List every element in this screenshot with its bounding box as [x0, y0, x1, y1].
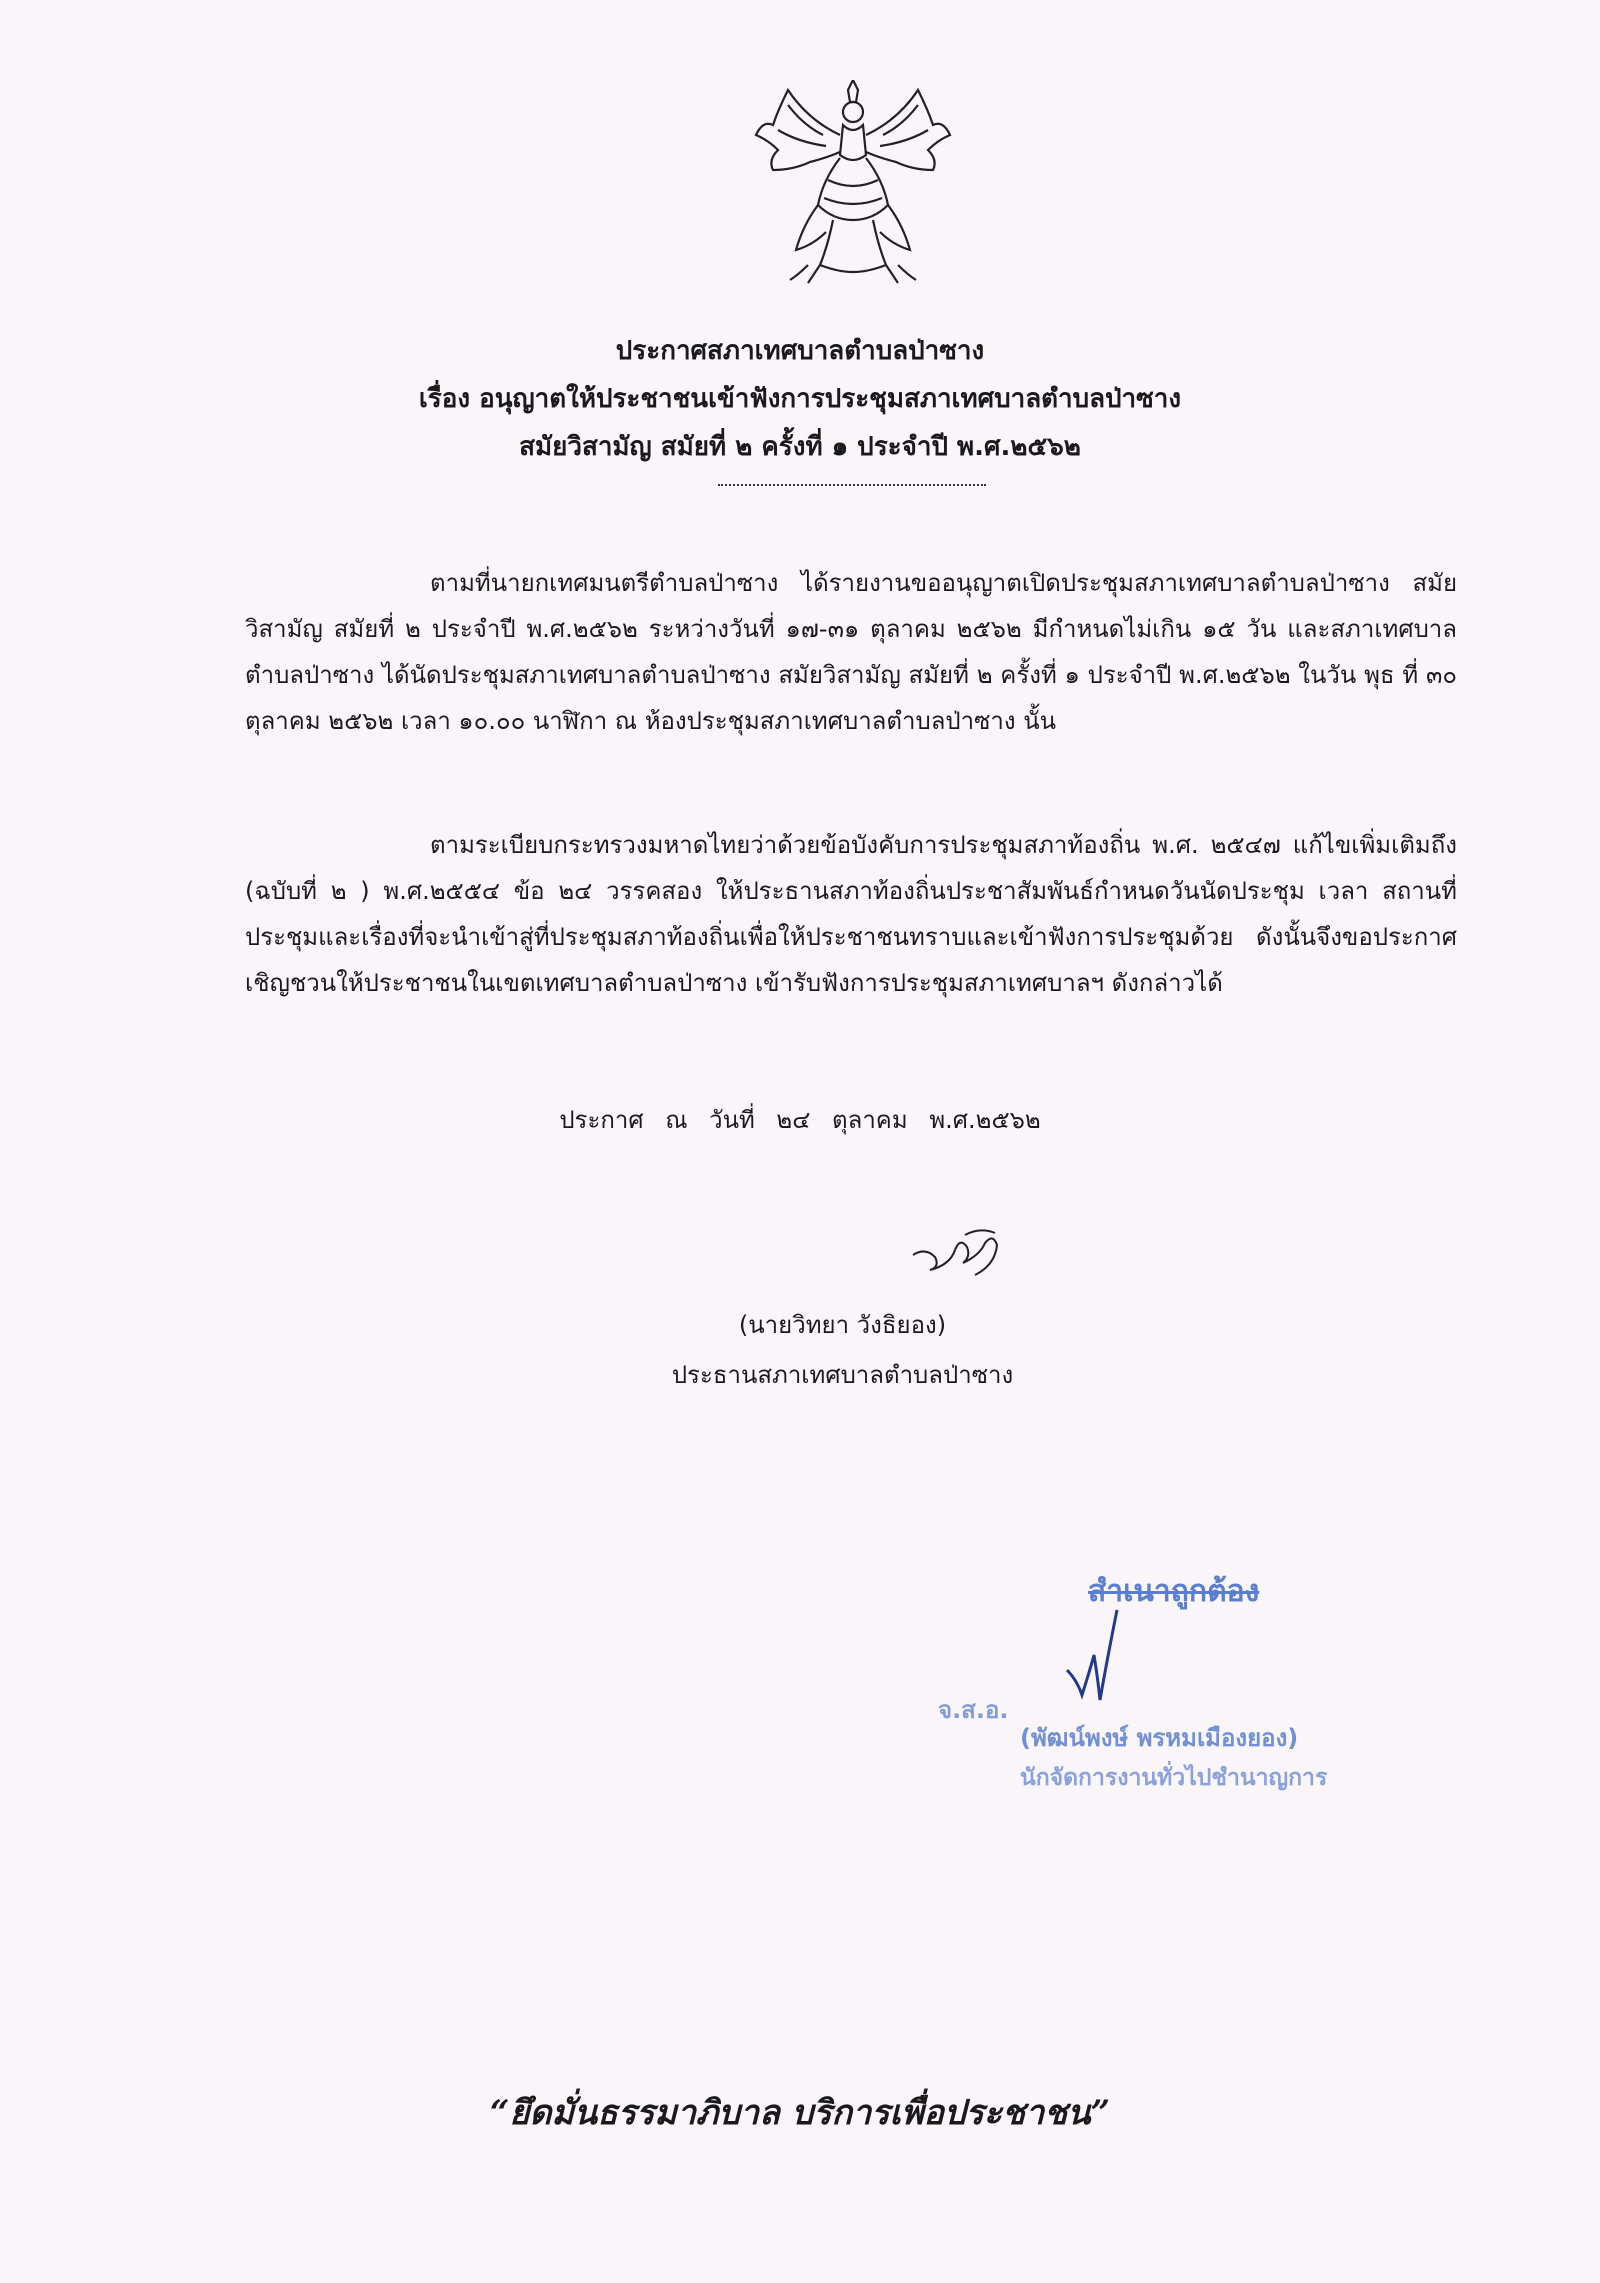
announcement-subject: เรื่อง อนุญาตให้ประชาชนเข้าฟังการประชุมสภาเทศบาลตำบลป่าซาง — [418, 384, 1182, 414]
announcement-date: ประกาศ ณ วันที่ ๒๔ ตุลาคม พ.ศ.๒๕๖๒ — [559, 1106, 1041, 1134]
dotted-divider — [718, 484, 986, 486]
chairman-signature — [905, 1225, 1015, 1285]
certifier-position: นักจัดการงานทั่วไปชำนาญการ — [1020, 1765, 1328, 1791]
certifier-name: (พัฒน์พงษ์ พรหมเมืองยอง) — [1020, 1724, 1299, 1752]
signer-name: (นายวิทยา วังธิยอง) — [738, 1311, 947, 1339]
body-paragraph-1: ตามที่นายกเทศมนตรีตำบลป่าซาง ได้รายงานขออนุญาตเปิดประชุมสภาเทศบาลตำบลป่าซาง สมัยวิสามัญ สมัยที่ ๒ ประจำปี พ.ศ.๒๕๖๒ ระหว่างวันที่ ๑๗-๓๑ ตุลาคม ๒๕๖๒ มีกำหนดไม่เกิน ๑๕ วัน และสภาเทศบาลตำบลป่าซาง ได้นัดประชุมสภาเทศบาลตำบลป่าซาง สมัยวิสามัญ สมัยที่ ๒ ครั้งที่ ๑ ประจำปี พ.ศ.๒๕๖๒ ในวัน พุธ ที่ ๓๐ ตุลาคม ๒๕๖๒ เวลา ๑๐.๐๐ นาฬิกา ณ ห้องประชุมสภาเทศบาลตำบลป่าซาง นั้น — [245, 569, 1457, 735]
body-paragraph-2: ตามระเบียบกระทรวงมหาดไทยว่าด้วยข้อบังคับการประชุมสภาท้องถิ่น พ.ศ. ๒๕๔๗ แก้ไขเพิ่มเติมถึง (ฉบับที่ ๒ ) พ.ศ.๒๕๕๔ ข้อ ๒๔ วรรคสอง ให้ประธานสภาท้องถิ่นประชาสัมพันธ์กำหนดวันนัดประชุม เวลา สถานที่ประชุมและเรื่องที่จะนำเข้าสู่ที่ประชุมสภาท้องถิ่นเพื่อให้ประชาชนทราบและเข้าฟังการประชุมด้วย ดังนั้นจึงขอประกาศเชิญชวนให้ประชาชนในเขตเทศบาลตำบลป่าซาง เข้ารับฟังการประชุมสภาเทศบาลฯ ดังกล่าวได้ — [245, 831, 1457, 997]
announcement-session: สมัยวิสามัญ สมัยที่ ๒ ครั้งที่ ๑ ประจำปี พ.ศ.๒๕๖๒ — [519, 432, 1081, 462]
certifier-rank: จ.ส.อ. — [938, 1696, 1009, 1724]
municipality-motto: “ยึดมั่นธรรมาภิบาล บริการเพื่อประชาชน” — [489, 2093, 1111, 2133]
garuda-emblem-icon — [748, 80, 958, 285]
certified-copy-stamp: สำเนาถูกต้อง — [1088, 1574, 1260, 1609]
certifier-signature — [1062, 1600, 1142, 1710]
signer-title: ประธานสภาเทศบาลตำบลป่าซาง — [671, 1361, 1014, 1389]
announcement-title: ประกาศสภาเทศบาลตำบลป่าซาง — [615, 336, 985, 366]
